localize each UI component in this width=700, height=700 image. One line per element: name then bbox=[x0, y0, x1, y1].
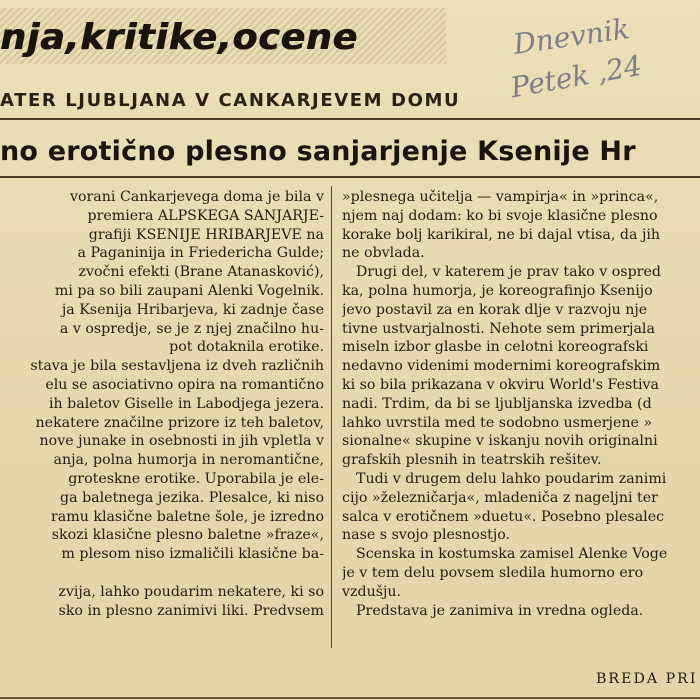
divider-rule bbox=[0, 176, 700, 178]
text-line: Predstava je zanimiva in vredna ogleda. bbox=[356, 602, 644, 619]
divider-rule bbox=[0, 697, 700, 699]
text-line: ki so bila prikazana v okviru World's Festiva bbox=[342, 376, 659, 393]
text-line: nase s svojo plesnostjo. bbox=[342, 527, 511, 544]
author-signature: BREDA PRI bbox=[596, 671, 698, 687]
article-headline: no erotično plesno sanjarjenje Ksenije Hr bbox=[0, 136, 636, 167]
handwritten-note bbox=[505, 14, 700, 104]
text-line: elu se asociativno opira na romantično bbox=[45, 376, 324, 393]
text-line: ramu klasične baletne šole, je izredno bbox=[51, 508, 324, 525]
text-line: zvija, lahko poudarim nekatere, ki so bbox=[58, 583, 324, 600]
text-line: ne obvlada. bbox=[342, 245, 425, 262]
text-line: je v tem delu povsem sledila humorno ero bbox=[342, 564, 644, 581]
text-line: tivne ustvarjalnosti. Nehote sem primerjala bbox=[342, 320, 655, 337]
text-line: nove junake in osebnosti in jih vpletla v bbox=[39, 433, 324, 450]
text-line: anja, polna humorja in neromantične, bbox=[53, 452, 324, 469]
text-line: a v ospredje, se je z njej značilno hu- bbox=[59, 320, 324, 337]
article-right-column bbox=[342, 188, 700, 620]
article-left-column bbox=[0, 188, 324, 620]
text-line: grafiji KSENIJE HRIBARJEVE na bbox=[88, 226, 324, 243]
text-line: vorani Cankarjevega doma je bila v bbox=[69, 189, 324, 205]
text-line: sionalne« skupine v iskanju novih originalni bbox=[342, 433, 658, 450]
text-line: groteskne erotike. Uporabila je ele- bbox=[68, 470, 324, 487]
text-line: skozi klasične plesno baletne »fraze«, bbox=[51, 527, 324, 544]
text-line: mi pa so bili zaupani Alenki Vogelnik. bbox=[54, 282, 324, 299]
text-line: miseln izbor glasbe in celotni koreografski bbox=[342, 339, 649, 356]
text-line bbox=[0, 564, 324, 583]
text-line: salca v erotičnem »duetu«. Posebno plesalec bbox=[342, 508, 665, 525]
column-divider bbox=[331, 186, 332, 648]
text-line: nedavno videnimi modernimi koreografskim bbox=[342, 358, 661, 375]
text-line: a Paganinija in Friedericha Gulde; bbox=[77, 245, 324, 262]
text-line: njem naj dodam: ko bi svoje klasične plesno bbox=[342, 207, 658, 224]
text-line: ih baletov Giselle in Labodjega jezera. bbox=[49, 395, 324, 412]
text-line: Tudi v drugem delu lahko poudarim zanimi bbox=[356, 470, 667, 487]
text-line: Drugi del, v katerem je prav tako v ospred bbox=[356, 264, 661, 281]
text-line: jevo postavil za en korak dlje v razvoju nje bbox=[342, 301, 648, 318]
text-line: vzdušju. bbox=[342, 583, 402, 600]
handwritten-note-line-1: Dnevnik bbox=[511, 12, 632, 61]
text-line: ka, polna humorja, je koreografinjo Ksenijo bbox=[342, 282, 653, 299]
text-line: sko in plesno zanimivi liki. Predvsem bbox=[58, 602, 324, 619]
text-line: m plesom niso izmaličili klasične ba- bbox=[61, 546, 324, 563]
text-line: »plesnega učitelja — vampirja« in »princa«, bbox=[342, 189, 659, 205]
text-line: korake bolj karikiral, ne bi dajal vtisa, da jih bbox=[342, 226, 661, 243]
section-title: nja,kritike,ocene bbox=[0, 17, 358, 58]
text-line: nekatere značilne prizore iz teh baletov, bbox=[35, 414, 324, 431]
text-line: zvočni efekti (Brane Atanasković), bbox=[78, 264, 324, 281]
text-line: grafskih plesnih in teatrskih rešitev. bbox=[342, 452, 602, 469]
handwritten-note-line-2: Petek ,24 bbox=[508, 48, 645, 105]
text-line: pot dotaknila erotike. bbox=[169, 339, 324, 356]
article-kicker: ATER LJUBLJANA V CANKARJEVEM DOMU bbox=[0, 90, 461, 111]
text-line: ja Ksenija Hribarjeva, ki zadnje čase bbox=[61, 301, 324, 318]
text-line: Scenska in kostumska zamisel Alenke Voge bbox=[356, 546, 668, 563]
divider-rule bbox=[0, 118, 700, 120]
text-line: cijo »železničarja«, mladeniča z nageljni ter bbox=[342, 489, 658, 506]
text-line: stava je bila sestavljena iz dveh različnih bbox=[30, 358, 324, 375]
text-line: premiera ALPSKEGA SANJARJE- bbox=[87, 207, 324, 224]
text-line: nadi. Trdim, da bi se ljubljanska izvedba (d bbox=[342, 395, 652, 412]
text-line: lahko uvrstila med te sodobno usmerjene » bbox=[342, 414, 653, 431]
text-line: ga baletnega jezika. Plesalce, ki niso bbox=[60, 489, 324, 506]
